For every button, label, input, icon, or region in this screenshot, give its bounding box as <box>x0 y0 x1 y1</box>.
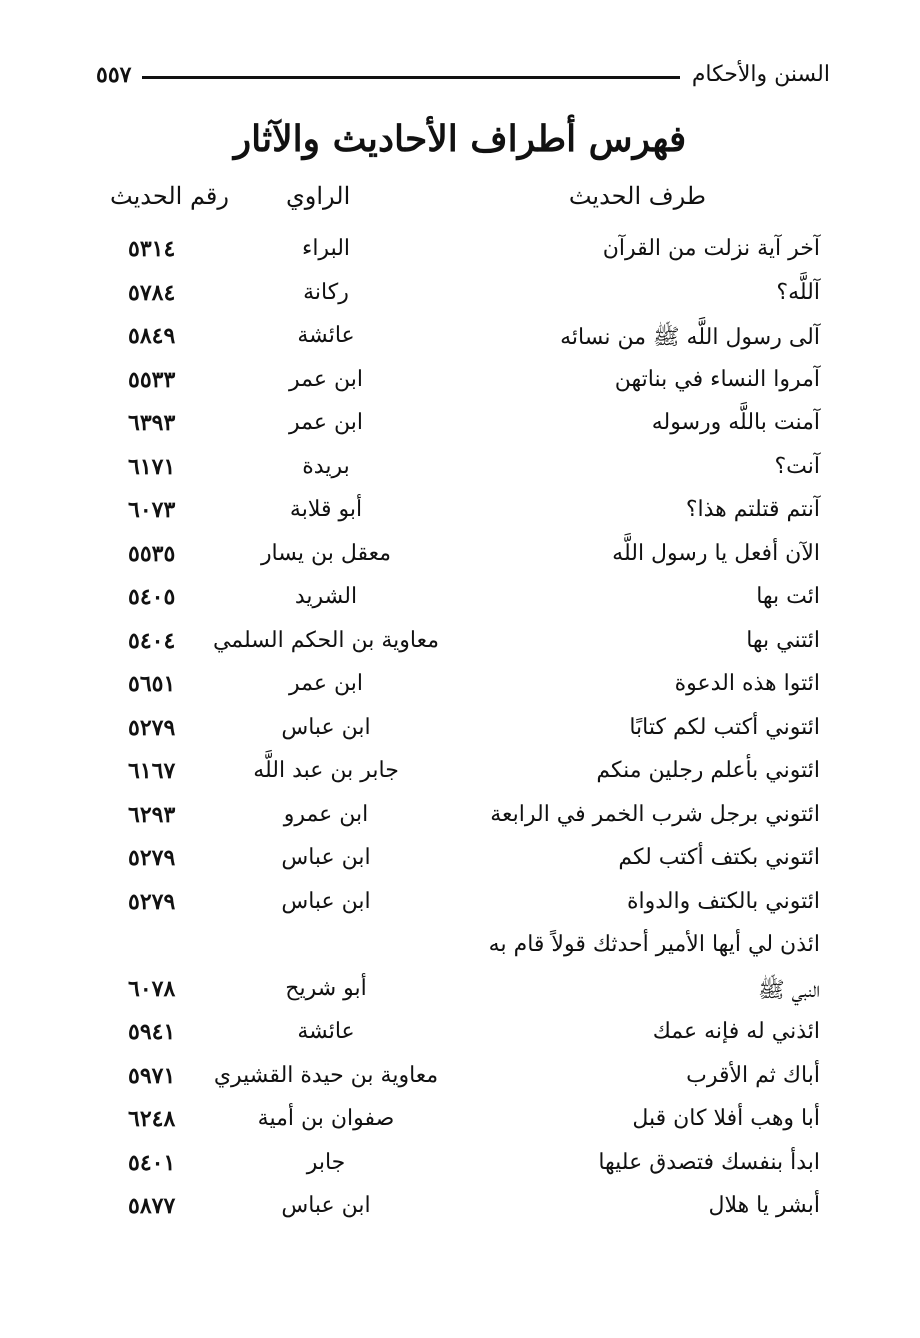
column-header-narrator: الراوي <box>286 182 351 210</box>
table-row <box>0 584 920 628</box>
hadith-text: آمروا النساء في بناتهن <box>614 366 820 392</box>
table-row <box>0 323 920 367</box>
hadith-text: ائتوني بأعلم رجلين منكم <box>596 758 820 783</box>
hadith-number: ٥٧٨٤ <box>128 279 176 306</box>
narrator: معقل بن يسار <box>260 540 392 566</box>
hadith-number: ٥٤٠٥ <box>128 584 176 610</box>
hadith-number: ٥٢٧٩ <box>128 888 176 915</box>
table-row <box>0 541 920 585</box>
hadith-text: ائتوني أكتب لكم كتابًا <box>629 714 820 740</box>
hadith-text: أبا وهب أفلا كان قبل <box>632 1106 820 1131</box>
table-row <box>0 802 920 846</box>
narrator: أبو قلابة <box>289 497 363 522</box>
table-row <box>0 454 920 498</box>
narrator: البراء <box>301 236 351 261</box>
table-row <box>0 889 920 933</box>
narrator: ابن عباس <box>281 714 371 740</box>
hadith-number: ٦٢٤٨ <box>128 1106 176 1132</box>
hadith-text: ابدأ بنفسك فتصدق عليها <box>598 1149 820 1175</box>
table-row <box>0 410 920 454</box>
index-title: فهرس أطراف الأحاديث والآثار <box>233 118 687 160</box>
narrator: ابن عباس <box>281 888 371 914</box>
hadith-text: ائذني له فإنه عمك <box>652 1019 820 1044</box>
narrator: ابن عمرو <box>283 801 369 827</box>
hadith-number: ٦٣٩٣ <box>128 410 176 436</box>
narrator: جابر <box>306 1149 346 1175</box>
hadith-number: ٥٨٤٩ <box>128 323 176 349</box>
hadith-text: ائذن لي أيها الأمير أحدثك قولاً قام به <box>488 932 820 957</box>
table-row <box>0 1063 920 1107</box>
hadith-number: ٦١٧١ <box>128 453 176 480</box>
narrator: معاوية بن حيدة القشيري <box>213 1062 439 1088</box>
index-table <box>0 236 920 1237</box>
narrator: بريدة <box>302 453 350 479</box>
table-row <box>0 236 920 280</box>
narrator: ابن عمر <box>289 671 363 696</box>
hadith-text: آمنت باللَّه ورسوله <box>651 410 820 435</box>
hadith-text: النبي ﷺ <box>758 977 820 1003</box>
hadith-text: آنتم قتلتم هذا؟ <box>685 497 820 522</box>
narrator: عائشة <box>297 1019 355 1044</box>
hadith-text: ائتوني بكتف أكتب لكم <box>618 845 820 870</box>
header-rule <box>142 76 680 79</box>
hadith-text: أبشر يا هلال <box>708 1193 820 1218</box>
narrator: الشريد <box>294 584 358 609</box>
hadith-number: ٦١٦٧ <box>128 758 176 784</box>
hadith-text: ائتوني برجل شرب الخمر في الرابعة <box>490 801 820 827</box>
table-row <box>0 845 920 889</box>
table-row <box>0 628 920 672</box>
hadith-number: ٥٥٣٣ <box>128 366 176 393</box>
hadith-number: ٥٦٥١ <box>128 671 176 697</box>
table-row <box>0 932 920 976</box>
book-title: السنن والأحكام <box>691 62 830 87</box>
hadith-text: ائتوا هذه الدعوة <box>674 671 820 696</box>
hadith-text: ائتني بها <box>746 627 820 653</box>
page-number: ٥٥٧ <box>96 62 132 88</box>
hadith-number: ٥٢٧٩ <box>128 714 176 741</box>
hadith-text: آلى رسول اللَّه ﷺ من نسائه <box>560 325 820 350</box>
hadith-number: ٥٩٧١ <box>128 1062 176 1089</box>
narrator: صفوان بن أمية <box>257 1106 395 1131</box>
table-row <box>0 976 920 1020</box>
hadith-text: ائت بها <box>756 584 820 609</box>
hadith-number: ٦٢٩٣ <box>128 801 176 828</box>
running-header <box>90 60 830 100</box>
narrator: ابن عباس <box>281 845 371 870</box>
narrator: أبو شريح <box>285 975 367 1001</box>
hadith-text: آللَّه؟ <box>776 279 820 305</box>
hadith-number: ٥٣١٤ <box>128 236 176 262</box>
hadith-number: ٥٥٣٥ <box>128 540 176 567</box>
narrator: معاوية بن الحكم السلمي <box>212 627 440 653</box>
hadith-number: ٥٩٤١ <box>128 1019 176 1045</box>
hadith-text: ائتوني بالكتف والدواة <box>626 888 820 914</box>
hadith-number: ٦٠٧٨ <box>128 975 176 1002</box>
column-header-number: رقم الحديث <box>110 182 229 210</box>
hadith-text: آخر آية نزلت من القرآن <box>602 236 820 261</box>
hadith-number: ٥٢٧٩ <box>128 845 176 871</box>
narrator: ابن عباس <box>281 1193 371 1218</box>
narrator: جابر بن عبد اللَّه <box>253 758 399 783</box>
column-header-text: طرف الحديث <box>568 182 706 210</box>
narrator: ابن عمر <box>289 366 363 392</box>
hadith-number: ٥٤٠١ <box>128 1149 176 1176</box>
narrator: عائشة <box>297 323 355 348</box>
hadith-text: آنت؟ <box>774 453 820 479</box>
hadith-text: الآن أفعل يا رسول اللَّه <box>612 540 820 566</box>
table-row <box>0 758 920 802</box>
table-row <box>0 497 920 541</box>
narrator: ابن عمر <box>289 410 363 435</box>
hadith-number: ٦٠٧٣ <box>128 497 176 523</box>
narrator: ركانة <box>303 279 349 305</box>
table-row <box>0 1150 920 1194</box>
table-row <box>0 280 920 324</box>
hadith-number: ٥٤٠٤ <box>128 627 176 654</box>
table-row <box>0 671 920 715</box>
hadith-number: ٥٨٧٧ <box>128 1193 176 1219</box>
table-row <box>0 715 920 759</box>
table-row <box>0 1019 920 1063</box>
table-row <box>0 367 920 411</box>
table-row <box>0 1193 920 1237</box>
hadith-text: أباك ثم الأقرب <box>686 1062 820 1088</box>
table-row <box>0 1106 920 1150</box>
